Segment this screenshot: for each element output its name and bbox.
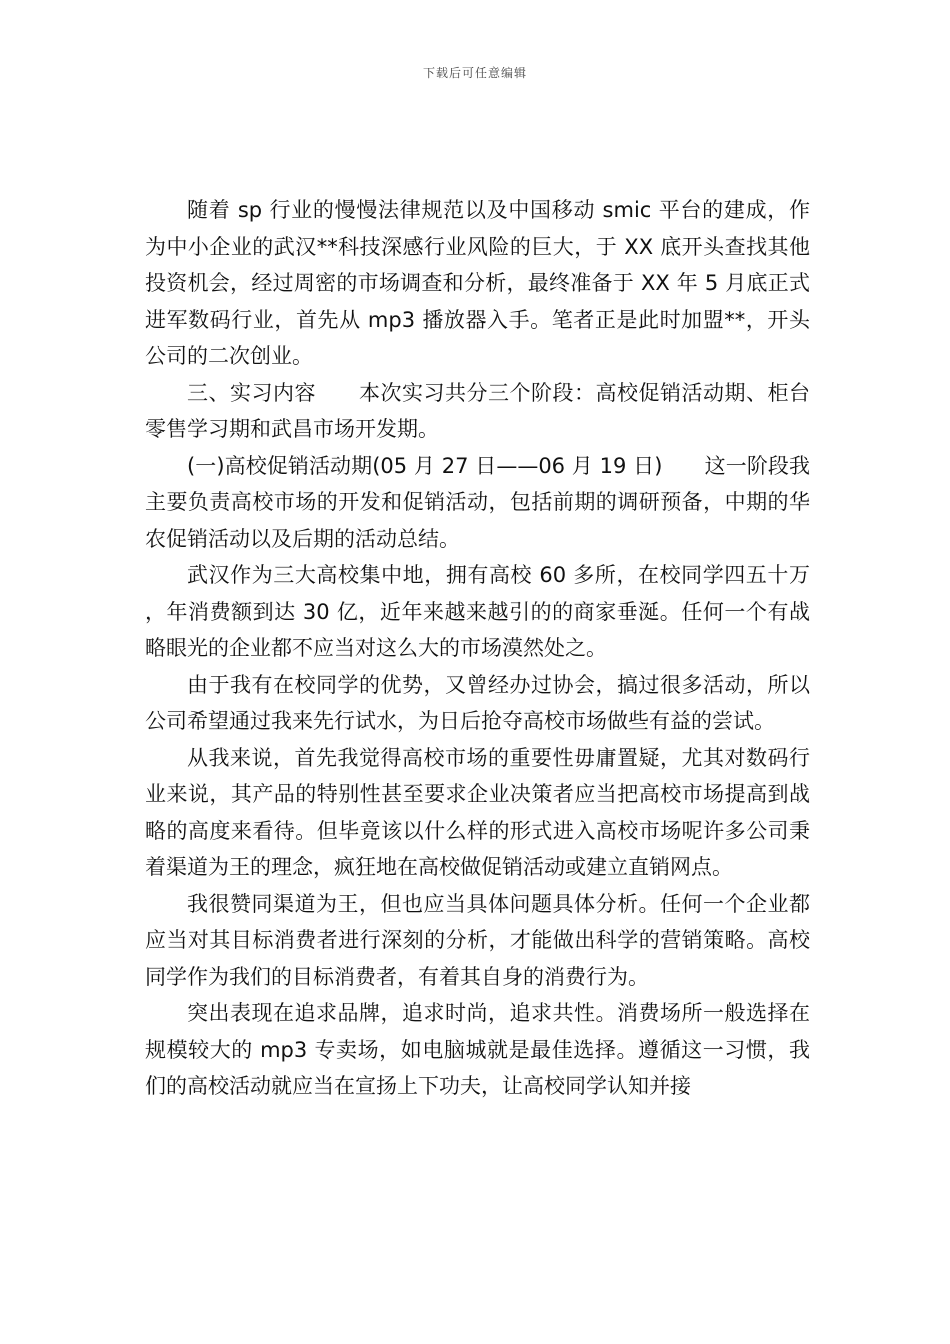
paragraph-4: 武汉作为三大高校集中地，拥有高校 60 多所，在校同学四五十万，年消费额到达 30 亿，近年来越来越引的的商家垂涎。任何一个有战略眼光的企业都不应当对这么大的市场漠然处之。	[145, 563, 810, 660]
paragraph-7: 我很赞同渠道为王，但也应当具体问题具体分析。任何一个企业都应当对其目标消费者进行深刻的分析，才能做出科学的营销策略。高校同学作为我们的目标消费者，有着其自身的消费行为。	[145, 891, 810, 989]
header-note: 下载后可任意编辑	[422, 66, 527, 80]
paragraph-8: 突出表现在追求品牌，追求时尚，追求共性。消费场所一般选择在规模较大的 mp3 专卖场，如电脑城就是最佳选择。遵循这一习惯，我们的高校活动就应当在宣扬上下功夫，让高校同学认知并接	[145, 1001, 810, 1098]
paragraph-5: 由于我有在校同学的优势，又曾经办过协会，搞过很多活动，所以公司希望通过我来先行试水，为日后抢夺高校市场做些有益的尝试。	[145, 672, 810, 733]
paragraph-3: (一)高校促销活动期(05 月 27 日——06 月 19 日) 这一阶段我主要负责高校市场的开发和促销活动，包括前期的调研预备，中期的华农促销活动以及后期的活动总结。	[145, 453, 810, 551]
paragraph-1: 随着 sp 行业的慢慢法律规范以及中国移动 smic 平台的建成，作为中小企业的武汉**科技深感行业风险的巨大，于 XX 底开头查找其他投资机会，经过周密的市场调查和分析，最终准备于 XX 年 5 月底正式进军数码行业，首先从 mp3 播放器入手。笔者正是此时加盟**，开头公司的二次创业。	[145, 198, 810, 368]
document-body	[145, 192, 810, 1105]
paragraph-2: 三、实习内容 本次实习共分三个阶段：高校促销活动期、柜台零售学习期和武昌市场开发期。	[145, 380, 810, 441]
paragraph-6: 从我来说，首先我觉得高校市场的重要性毋庸置疑，尤其对数码行业来说，其产品的特别性甚至要求企业决策者应当把高校市场提高到战略的高度来看待。但毕竟该以什么样的形式进入高校市场呢许多公司秉着渠道为王的理念，疯狂地在高校做促销活动或建立直销网点。	[145, 745, 810, 879]
